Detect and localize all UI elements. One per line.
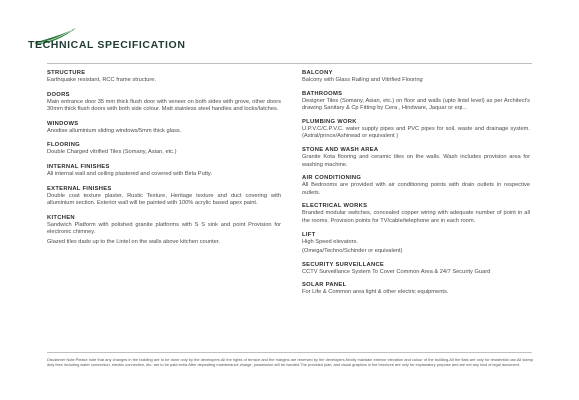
spec-section [302,70,530,85]
spec-section [302,232,530,256]
section-text: High Speed elevators. [302,238,358,245]
section-text: All internal wall and ceiling plastered and covered with Birla Putty. [47,170,212,177]
section-heading: STONE AND WASH AREA [302,146,379,153]
spec-section [302,175,530,197]
section-heading: LIFT [302,231,316,238]
section-text: Earthquake resistant, RCC frame structure. [47,77,157,83]
section-heading: SECURITY SURVEILLANCE [302,261,385,268]
left-column [47,70,281,254]
section-heading: ELECTRICAL WORKS [302,203,368,210]
section-heading: KITCHEN [47,214,75,221]
section-heading: BATHROOMS [302,90,343,97]
spec-section [47,164,281,179]
spec-section [302,119,530,141]
right-column [302,70,530,303]
spec-section [47,92,281,114]
section-heading: INTERNAL FINISHES [47,163,110,170]
disclaimer-text: Disclaimer Note:Please note that any changes in the building are to be done only by the developers.All the rights of terrace and the margins are reserved by the developers.Kindly maintain exterior elevation and colour of the building.All the flats are only for residential use.All stamp duty fees including water connection, electric connection, etc. are to be paid extra.After depositing maintenance charge, possession will be handed.The precided plan, and visual graphics in the brochure are only for explanatory purpose and are not any kind of legal document. [47,357,533,368]
spec-section [47,215,281,247]
section-text: U.P.V.C/C.P.V.C. water supply pipes and PVC pipes for soil, waste and drainage system. (Astral/prince/Ashirwad or equivalent ) [302,125,530,140]
section-text: Glazed tiles dado up to the Lintel on the walls above kitchen counter. [47,238,220,245]
section-text: Balcony with Glass Railing and Vitrified Flooring [302,77,423,83]
section-heading: EXTERNAL FINISHES [47,185,112,192]
section-heading: STRUCTURE [47,70,86,76]
spec-section [47,186,281,208]
section-text: For Life & Common area light & other electric equipments. [302,289,449,296]
section-heading: BALCONY [302,70,333,76]
section-heading: SOLAR PANEL [302,282,347,289]
spec-section [47,121,281,136]
section-text: Anodise alluminium sliding windows/5mm thick glass. [47,127,182,134]
section-text: Granite Kota flooring and ceramic tiles on the walls. Wash includes provision area for washing machine. [302,153,530,168]
section-text: CCTV Surveillance System To Cover Common Area & 24/7 Security Guard [302,268,491,275]
section-text: Double Charged vitrified Tiles (Somany, Asian, etc.) [47,149,177,156]
top-divider [47,63,532,64]
spec-section [302,91,530,113]
spec-section [47,70,281,85]
section-text: All Bedrooms are provided with air conditioning points with drain outlets in respective outlets. [302,182,530,196]
section-heading: FLOORING [47,142,80,149]
section-text: Sandwich Platform with polished granite platforms with S S sink and point Provision for electronic chimney. [47,221,281,236]
section-heading: WINDOWS [47,120,79,127]
section-text: (Omega/Techno/Schinder or equivalent) [302,248,403,255]
spec-section [302,282,530,297]
section-heading: AIR CONDITIONING [302,175,362,182]
section-text: Branded modular switches, concealed copper wiring with adequate number of point in all the rooms. Provision points for TV/cable/telephone are in each room. [302,210,530,224]
page-title: TECHNICAL SPECIFICATION [28,39,186,51]
section-heading: DOORS [47,91,70,98]
section-heading: PLUMBING WORK [302,118,357,125]
bottom-divider [47,352,532,353]
section-text: Double coat texture plaster, Rustic Texture, Heritage texture and duct covering with alluminium section. Exterior wall will be painted with 100% acrylic based apex paint. [47,192,281,207]
section-text: Designer Tiles (Somany, Asian, etc.) on floor and walls (upto lintel level) as per Architect's drawing Sanitary & Cp Fitting by Cera , Hindware, Jaquar or eqi... [302,97,530,112]
spec-section [302,147,530,169]
spec-section [47,142,281,157]
spec-section [302,203,530,225]
section-text: Main entrance door 35 mm thick flush door with veneer on both sides with grove, other doors 30mm thick flush doors with both side colour. Matt stainless steel handles and locks/latches. [47,98,281,113]
spec-section [302,262,530,277]
